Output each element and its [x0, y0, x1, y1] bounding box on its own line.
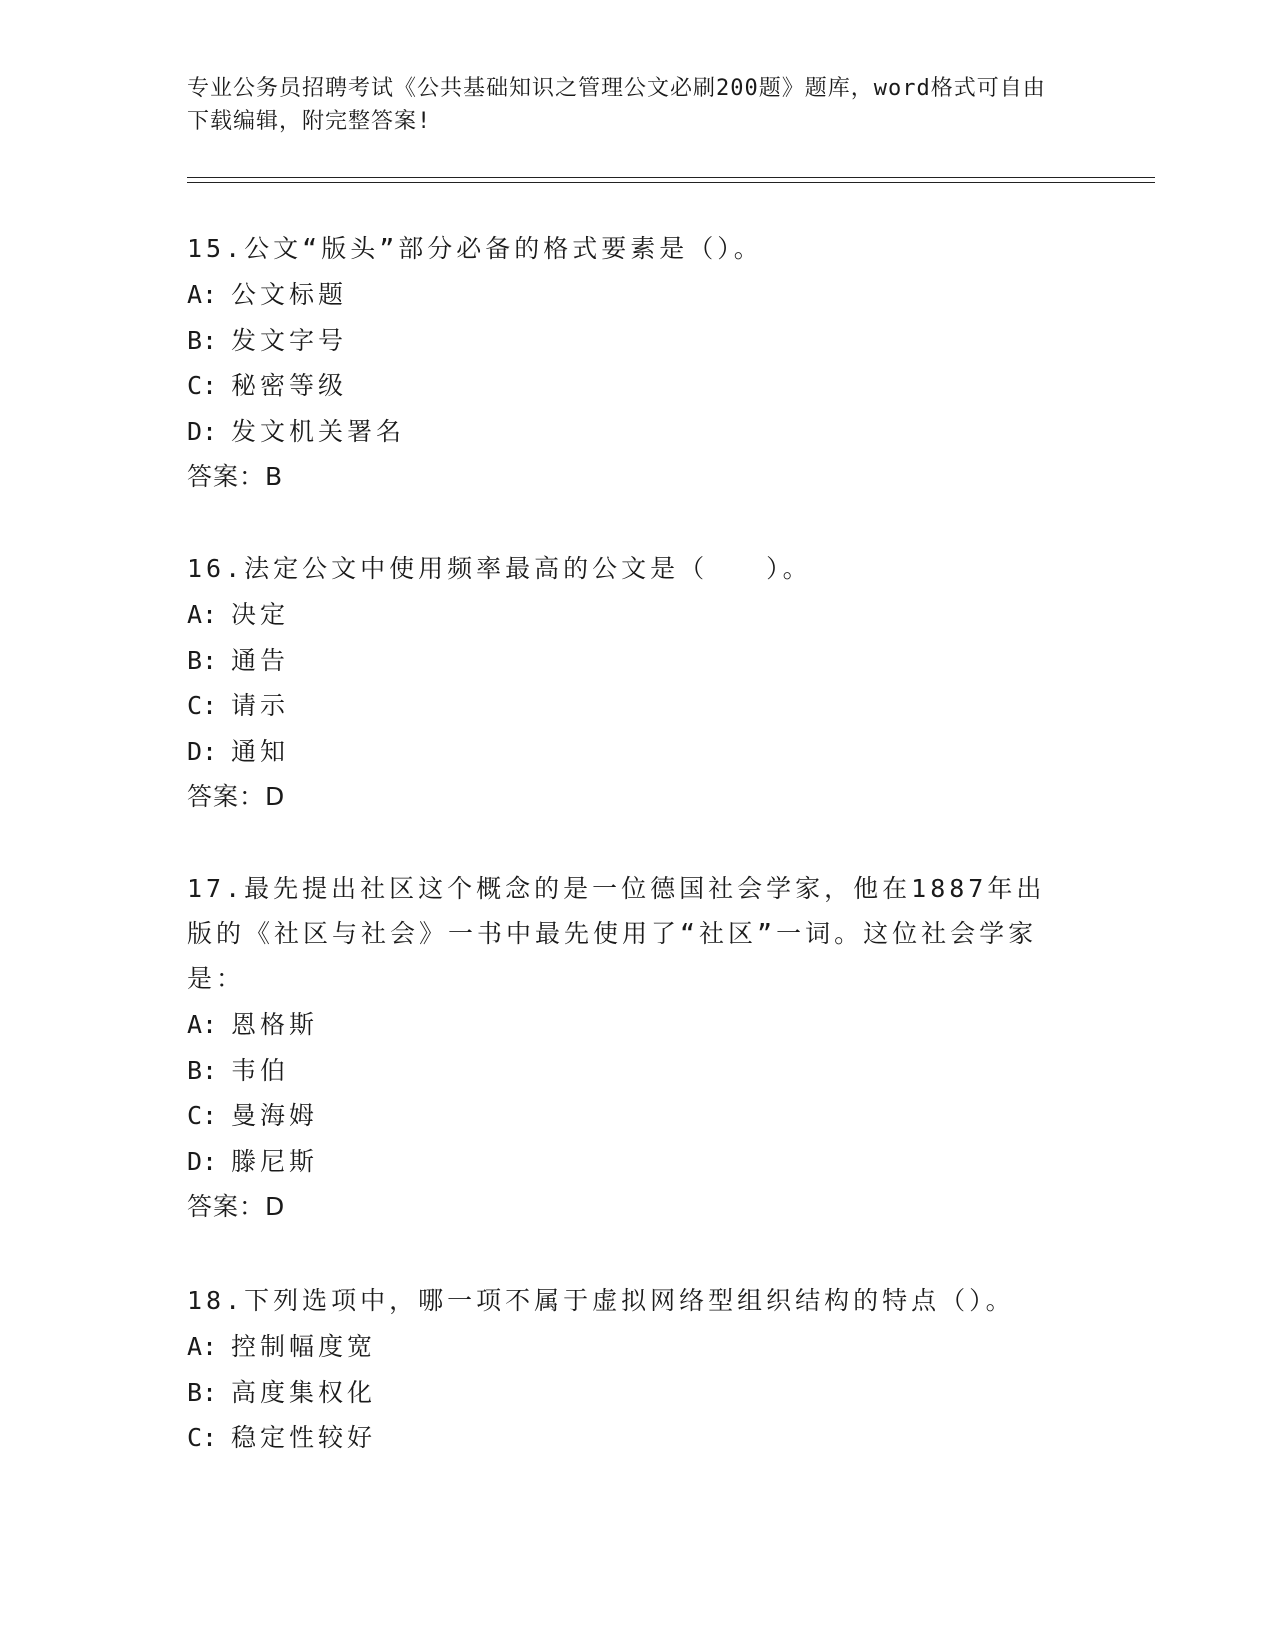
- option-text: 通告: [231, 645, 290, 675]
- question-16: [187, 546, 1067, 819]
- option-key: D:: [187, 416, 218, 446]
- option-b: [187, 1370, 1067, 1416]
- option-d: [187, 1139, 1067, 1185]
- option-d: [187, 729, 1067, 775]
- answer: 答案：B: [187, 462, 284, 491]
- question-15: [187, 226, 1067, 499]
- option-key: A:: [187, 280, 218, 309]
- option-text: 秘密等级: [231, 371, 348, 400]
- option-b: [187, 1048, 1067, 1094]
- question-stem: 15.公文“版头”部分必备的格式要素是（）。: [187, 234, 763, 263]
- option-b: [187, 638, 1067, 684]
- option-key: B:: [187, 645, 218, 675]
- question-18: [187, 1278, 1067, 1461]
- option-key: C:: [187, 1101, 218, 1130]
- option-text: 发文字号: [231, 325, 348, 355]
- header-divider-bottom: [187, 182, 1155, 183]
- option-b: [187, 318, 1067, 364]
- answer: 答案：D: [187, 1192, 286, 1221]
- option-key: B:: [187, 1377, 218, 1407]
- option-key: A:: [187, 600, 218, 629]
- option-key: C:: [187, 691, 218, 720]
- option-text: 高度集权化: [231, 1377, 377, 1407]
- option-text: 请示: [231, 691, 290, 720]
- question-stem: 17.最先提出社区这个概念的是一位德国社会学家，他在1887年出版的《社区与社会》一书中最先使用了“社区”一词。这位社会学家是：: [187, 874, 1046, 993]
- question-stem: 18.下列选项中，哪一项不属于虚拟网络型组织结构的特点（）。: [187, 1286, 1015, 1315]
- option-c: [187, 683, 1067, 729]
- option-key: A:: [187, 1010, 218, 1039]
- option-key: D:: [187, 736, 218, 766]
- question-17: [187, 866, 1067, 1229]
- option-key: B:: [187, 325, 218, 355]
- option-text: 决定: [231, 600, 290, 629]
- option-text: 恩格斯: [231, 1010, 319, 1039]
- option-text: 公文标题: [231, 280, 348, 309]
- header-divider-top: [187, 177, 1155, 178]
- option-key: D:: [187, 1146, 218, 1176]
- option-key: B:: [187, 1055, 218, 1085]
- option-text: 韦伯: [231, 1055, 290, 1085]
- option-c: [187, 1093, 1067, 1139]
- option-key: C:: [187, 371, 218, 400]
- option-text: 发文机关署名: [231, 416, 406, 446]
- option-a: [187, 1002, 1067, 1048]
- option-text: 稳定性较好: [231, 1423, 377, 1452]
- option-a: [187, 272, 1067, 318]
- question-stem: 16.法定公文中使用频率最高的公文是（ ）。: [187, 554, 812, 583]
- option-text: 控制幅度宽: [231, 1332, 377, 1361]
- document-header: 专业公务员招聘考试《公共基础知识之管理公文必刷200题》题库，word格式可自由下载编辑，附完整答案!: [187, 76, 1046, 134]
- option-d: [187, 409, 1067, 455]
- option-a: [187, 1324, 1067, 1370]
- option-c: [187, 1415, 1067, 1461]
- option-text: 通知: [231, 736, 290, 766]
- option-a: [187, 592, 1067, 638]
- option-key: A:: [187, 1332, 218, 1361]
- option-c: [187, 363, 1067, 409]
- option-text: 曼海姆: [231, 1101, 319, 1130]
- option-key: C:: [187, 1423, 218, 1452]
- option-text: 滕尼斯: [231, 1146, 319, 1176]
- answer: 答案：D: [187, 782, 286, 811]
